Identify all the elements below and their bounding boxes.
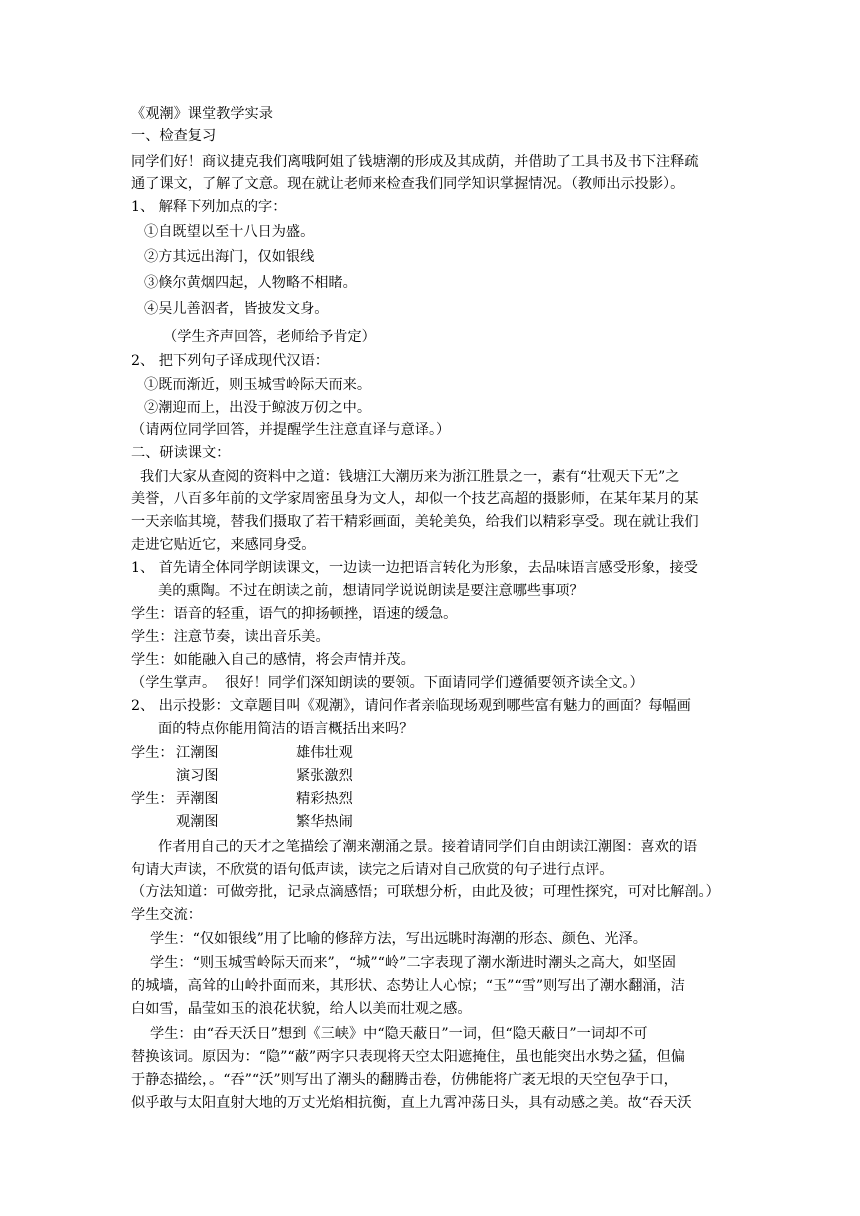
section1-intro-line-1: 同学们好！商议捷克我们离哦阿姐了钱塘潮的形成及其成荫，并借助了工具书及书下注释疏 [131,154,699,170]
section2-heading: 二、研读课文： [131,445,231,461]
q1-item-3: ③倏尔黄烟四起，人物略不相睹。 [144,275,357,291]
q2-item-1: ①既而渐近，则玉城雪岭际天而来。 [144,377,372,393]
q1-note: （学生齐声回答，老师给予肯定） [163,329,376,345]
exchange-2-line-1: 学生：“则玉城雪岭际天而来”，“城”“岭”二字表现了潮水渐进时潮头之高大，如坚固 [150,955,676,971]
section2-intro-line-1: 我们大家从查阅的资料中之道：钱塘江大潮历来为浙江胜景之一，素有“壮观天下无”之 [131,469,680,485]
answer1-line-3: 学生：如能融入自己的感情，将会声情并茂。 [131,652,415,668]
q2-label: 2、 把下列句子译成现代汉语： [131,353,329,369]
table-row-name: 观潮图 [176,814,219,830]
table-row [131,765,531,787]
document-title: 《观潮》课堂教学实录 [131,106,273,122]
method-note: （方法知道：可做旁批，记录点滴感悟；可联想分析，由此及彼；可理性探究，可对比解剖。） [131,884,720,900]
table-row-name: 江潮图 [176,745,219,761]
p2-line-2: 面的特点你能用简洁的语言概括出来吗？ [158,721,414,737]
answer1-line-2: 学生：注意节奏，读出音乐美。 [131,629,330,645]
table-row [131,788,531,810]
table-row-name: 弄潮图 [176,791,219,807]
q1-item-2: ②方其远出海门，仅如银线 [144,249,315,265]
exchange-1: 学生：“仅如银线”用了比喻的修辞方法，写出远眺时海潮的形态、颜色、光泽。 [150,931,647,947]
section2-intro-line-4: 走进它贴近它，来感同身受。 [131,537,316,553]
table-row-name: 演习图 [176,768,219,784]
table-row-desc: 雄伟壮观 [296,745,353,761]
p1-line-2: 美的熏陶。不过在朗读之前，想请同学说说朗读是要注意哪些事项？ [158,583,584,599]
table-row-desc: 紧张激烈 [296,768,353,784]
table-row-prefix: 学生： [131,791,174,807]
exchange-3-line-1: 学生：由“吞天沃日”想到《三峡》中“隐天蔽日”一词，但“隐天蔽日”一词却不可 [150,1026,648,1042]
q2-note: （请两位同学回答，并提醒学生注意直译与意译。） [131,422,451,438]
section2-intro-line-3: 一天亲临其境，替我们摄取了若干精彩画面，美轮美奂，给我们以精彩享受。现在就让我们 [131,514,699,530]
q1-label: 1、 解释下列加点的字： [131,199,287,215]
table-row [131,811,531,833]
section1-heading: 一、检查复习 [131,128,217,144]
p2-line-1: 2、 出示投影：文章题目叫《观潮》，请问作者亲临现场观到哪些富有魅力的画面？每幅画 [131,698,691,714]
answer1-line-1: 学生：语音的轻重，语气的抑扬顿挫，语速的缓急。 [131,606,458,622]
table-row-prefix: 学生： [131,745,174,761]
q1-item-4: ④吴儿善泅者，皆披发文身。 [144,301,329,317]
p1-line-1: 1、 首先请全体同学朗读课文，一边读一边把语言转化为形象，去品味语言感受形象，接受 [131,560,698,576]
exchange-2-line-2: 的城墙，高耸的山岭扑面而来，其形状、态势让人心惊；“玉”“雪”则写出了潮水翻涌，洁 [131,978,685,994]
table-row-desc: 繁华热闹 [296,814,353,830]
exchange-3-line-3: 于静态描绘，。“吞”“沃”则写出了潮头的翻腾击卷，仿佛能将广袤无垠的天空包孕于口， [131,1072,678,1088]
exchange-3-line-4: 似乎敢与太阳直射大地的万丈光焰相抗衡，直上九霄冲荡日头，具有动感之美。故“吞天沃 [131,1095,692,1111]
exchange-2-line-3: 白如雪，晶莹如玉的浪花状貌，给人以美而壮观之感。 [131,1001,472,1017]
q2-item-2: ②潮迎而上，出没于鲸波万仞之中。 [144,400,372,416]
exchange-label: 学生交流： [131,907,202,923]
p3-line-2: 句请大声读，不欣赏的语句低声读，读完之后请对自己欣赏的句子进行点评。 [131,862,614,878]
p3-line-1: 作者用自己的天才之笔描绘了潮来潮涌之景。接着请同学们自由朗读江潮图：喜欢的语 [158,839,698,855]
q1-item-1: ①自既望以至十八日为盛。 [144,224,315,240]
section2-intro-line-2: 美誉，八百多年前的文学家周密虽身为文人，却似一个技艺高超的摄影师，在某年某月的某 [131,491,699,507]
exchange-3-line-2: 替换该词。原因为：“隐”“蔽”两字只表现将天空太阳遮掩住，虽也能突出水势之猛，但偏 [131,1049,685,1065]
table-row [131,742,531,764]
note1: （学生掌声。 很好！同学们深知朗读的要领。下面请同学们遵循要领齐读全文。） [131,675,644,691]
table-row-desc: 精彩热烈 [296,791,353,807]
section1-intro-line-2: 通了课文，了解了文意。现在就让老师来检查我们同学知识掌握情况。（教师出示投影）。 [131,176,685,192]
